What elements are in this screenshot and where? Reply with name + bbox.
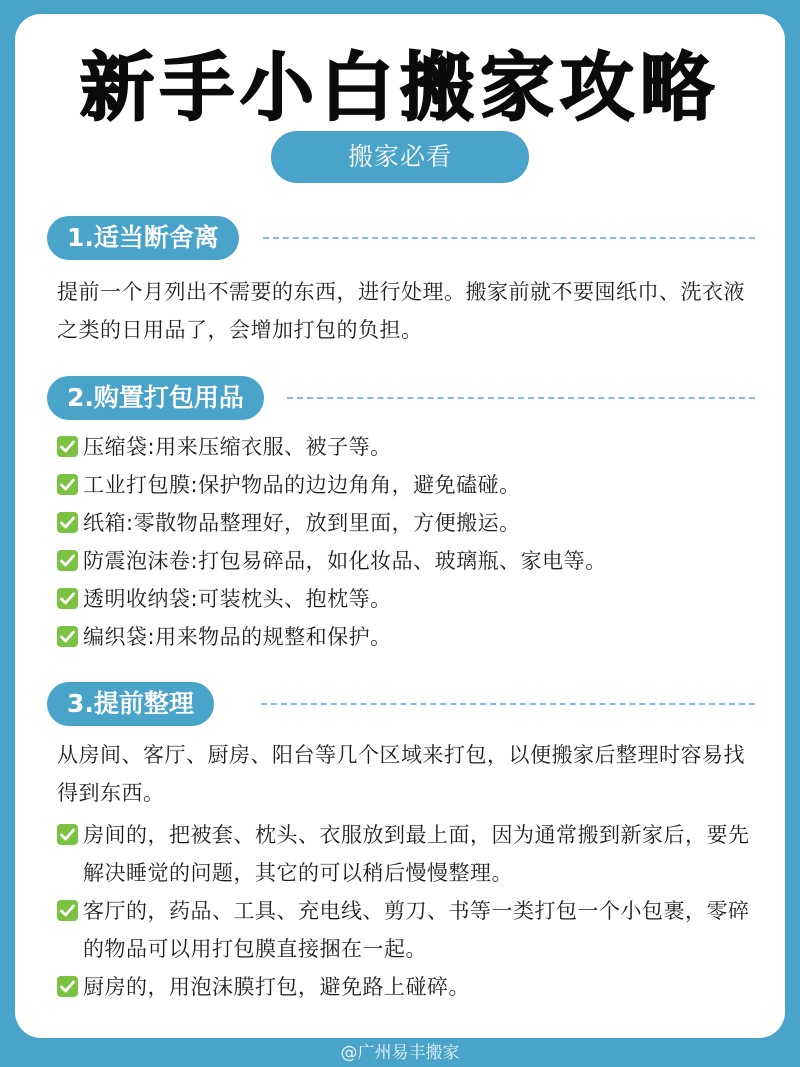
room-packing-list — [57, 816, 762, 1006]
check-mark-icon — [57, 436, 78, 457]
section-3-heading: 3.提前整理 — [47, 682, 214, 726]
list-item — [57, 428, 762, 466]
page-title: 新手小白搬家攻略 — [80, 45, 720, 131]
section-3-paragraph: 从房间、客厅、厨房、阳台等几个区域来打包，以便搬家后整理时容易找得到东西。 — [57, 743, 745, 805]
check-mark-icon — [57, 588, 78, 609]
list-item-text: 房间的，把被套、枕头、衣服放到最上面，因为通常搬到新家后，要先解决睡觉的问题，其它的可以稍后慢慢整理。 — [83, 823, 750, 885]
check-mark-icon — [57, 900, 78, 921]
list-item-text: 透明收纳袋:可装枕头、抱枕等。 — [83, 587, 392, 611]
list-item — [57, 816, 762, 892]
list-item-text: 厨房的，用泡沫膜打包，避免路上碰碎。 — [83, 975, 470, 999]
watermark: @广州易丰搬家 — [340, 1043, 460, 1063]
check-mark-icon — [57, 976, 78, 997]
list-item-text: 压缩袋:用来压缩衣服、被子等。 — [83, 435, 392, 459]
section-3-divider — [261, 703, 755, 705]
section-1-heading: 1.适当断舍离 — [47, 216, 239, 260]
check-mark-icon — [57, 824, 78, 845]
list-item-text: 客厅的，药品、工具、充电线、剪刀、书等一类打包一个小包裹，零碎的物品可以用打包膜直接捆在一起。 — [83, 899, 750, 961]
list-item-text: 编织袋:用来物品的规整和保护。 — [83, 625, 392, 649]
check-mark-icon — [57, 626, 78, 647]
check-mark-icon — [57, 512, 78, 533]
list-item — [57, 504, 762, 542]
list-item-text: 纸箱:零散物品整理好，放到里面，方便搬运。 — [83, 511, 521, 535]
list-item — [57, 618, 762, 656]
check-mark-icon — [57, 550, 78, 571]
list-item — [57, 542, 762, 580]
section-2-divider — [287, 397, 755, 399]
list-item — [57, 968, 762, 1006]
list-item — [57, 892, 762, 968]
list-item-text: 工业打包膜:保护物品的边边角角，避免磕碰。 — [83, 473, 521, 497]
content-card — [15, 14, 785, 1038]
section-1-header — [47, 216, 755, 260]
section-3-header — [47, 682, 755, 726]
section-1-paragraph: 提前一个月列出不需要的东西，进行处理。搬家前就不要囤纸巾、洗衣液之类的日用品了，会增加打包的负担。 — [57, 280, 745, 342]
section-2-heading: 2.购置打包用品 — [47, 376, 264, 420]
section-1-divider — [263, 237, 755, 239]
check-mark-icon — [57, 474, 78, 495]
subtitle-badge: 搬家必看 — [271, 131, 529, 183]
section-2-header — [47, 376, 755, 420]
list-item — [57, 580, 762, 618]
packing-supplies-list — [57, 428, 762, 656]
list-item-text: 防震泡沫卷:打包易碎品，如化妆品、玻璃瓶、家电等。 — [83, 549, 607, 573]
list-item — [57, 466, 762, 504]
